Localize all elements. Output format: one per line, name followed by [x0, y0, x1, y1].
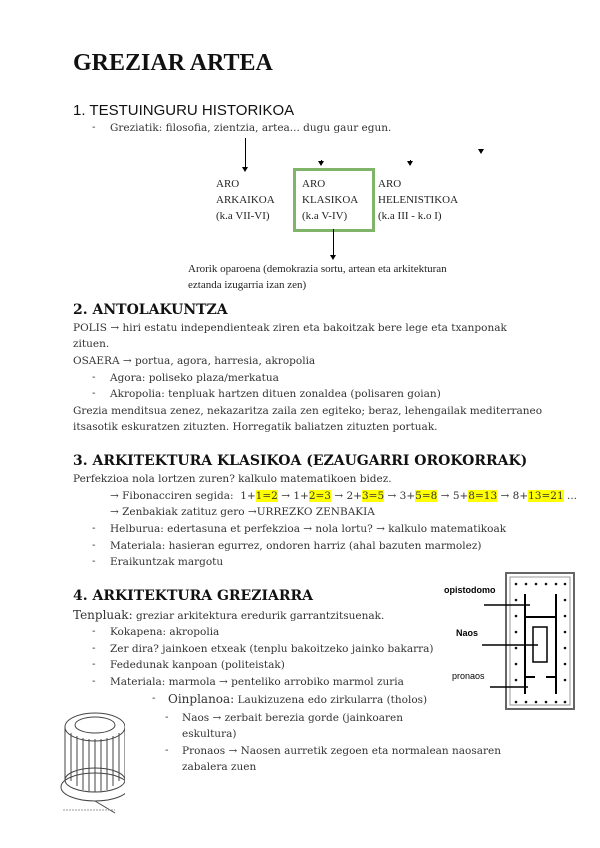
- arrow-down-icon: [245, 138, 246, 168]
- arrow-down-icon: [410, 160, 411, 162]
- section-4-heading: 4. ARKITEKTURA GREZIARRA: [73, 588, 313, 604]
- tholos-illustration: [55, 705, 125, 815]
- bullet-dash: -: [92, 555, 96, 567]
- period-hellenistic: ARO HELENISTIKOA (k.a III - k.o I): [378, 178, 459, 222]
- plan-label-pronaos: pronaos: [452, 671, 485, 681]
- s1-bullet: Greziatik: filosofia, zientzia, artea... dugu gaur egun.: [110, 122, 392, 134]
- bullet-dash: -: [152, 692, 156, 704]
- list-item: Materiala: marmola → penteliko arrobiko marmol zuria: [110, 676, 404, 688]
- bullet-dash: -: [165, 744, 169, 756]
- list-item: Oinplanoa: Laukizuzena edo zirkularra (tholos): [168, 692, 428, 706]
- bullet-dash: -: [165, 711, 169, 723]
- text-line: eskultura): [182, 728, 237, 740]
- list-item: Kokapena: akropolia: [110, 626, 220, 638]
- list-item: Naos → zerbait berezia gorde (jainkoaren: [182, 712, 403, 724]
- list-item: Zer dira? jainkoen etxeak (tenplu bakoitzeko jainko bakarra): [110, 643, 434, 655]
- bullet-dash: -: [92, 387, 96, 399]
- list-item: Materiala: hasieran egurrez, ondoren harriz (ahal bazuten marmolez): [110, 540, 482, 552]
- text-line: OSAERA → portua, agora, harresia, akropolia: [73, 355, 316, 367]
- list-item: Agora: poliseko plaza/merkatua: [110, 372, 279, 384]
- temple-plan-diagram: [440, 572, 580, 712]
- arrow-down-icon: [321, 160, 322, 162]
- text-line: zituen.: [73, 338, 110, 350]
- list-item: Helburua: edertasuna et perfekzioa → nola lortu? → kalkulo matematikoak: [110, 523, 507, 535]
- list-item: Akropolia: tenpluak hartzen dituen zonaldea (polisaren goian): [110, 388, 441, 400]
- text-line: itsasotik eskuratzen zituzten. Horregatik baliatzen zituzten portuak.: [73, 421, 438, 433]
- fibonacci-line: → Fibonacciren segida: 1+1=2 → 1+2=3 → 2+3=5 → 3+5=8 → 5+8=13 → 8+13=21 ...: [110, 490, 578, 502]
- plan-label-opistodomo: opistodomo: [444, 585, 496, 595]
- list-item: Pronaos → Naosen aurretik zegoen eta normalean naosaren: [182, 745, 502, 757]
- list-item: Eraikuntzak margotu: [110, 556, 224, 568]
- section-3-heading: 3. ARKITEKTURA KLASIKOA (EZAUGARRI OROKORRAK): [73, 453, 528, 469]
- text-line: Tenpluak: greziar arkitektura eredurik garrantzitsuenak.: [73, 608, 385, 622]
- plan-label-naos: Naos: [456, 628, 479, 638]
- page-title: GREZIAR ARTEA: [73, 50, 273, 76]
- bullet-dash: -: [92, 642, 96, 654]
- section-2-heading: 2. ANTOLAKUNTZA: [73, 302, 228, 318]
- arrow-down-icon: [333, 229, 334, 256]
- period-classical: ARO KLASIKOA (k.a V-IV): [302, 178, 359, 222]
- bullet-dash: -: [92, 522, 96, 534]
- bullet-dash: -: [92, 625, 96, 637]
- text-line: zabalera zuen: [182, 761, 257, 773]
- arrow-down-icon: [481, 149, 482, 150]
- bullet-dash: -: [92, 121, 96, 133]
- text-line: → Zenbakiak zatituz gero →URREZKO ZENBAKIA: [110, 506, 375, 518]
- bullet-dash: -: [92, 371, 96, 383]
- classical-note: Arorik oparoena (demokrazia sortu, artean eta arkitekturan eztanda izugarria izan zen): [188, 263, 447, 291]
- tholos-drawing-icon: [55, 705, 125, 815]
- bullet-dash: -: [92, 539, 96, 551]
- list-item: Fededunak kanpoan (politeistak): [110, 659, 285, 671]
- period-archaic: ARO ARKAIKOA (k.a VII-VI): [216, 178, 275, 222]
- text-line: POLIS → hiri estatu independienteak ziren eta bakoitzak bere lege eta txanponak: [73, 322, 507, 334]
- text-line: Perfekzioa nola lortzen zuren? kalkulo matematikoen bidez.: [73, 473, 392, 485]
- bullet-dash: -: [92, 658, 96, 670]
- bullet-dash: -: [92, 675, 96, 687]
- section-1-heading: 1. TESTUINGURU HISTORIKOA: [73, 102, 295, 119]
- text-line: Grezia menditsua zenez, nekazaritza zaila zen egiteko; beraz, lehengailak mediterraneo: [73, 405, 543, 417]
